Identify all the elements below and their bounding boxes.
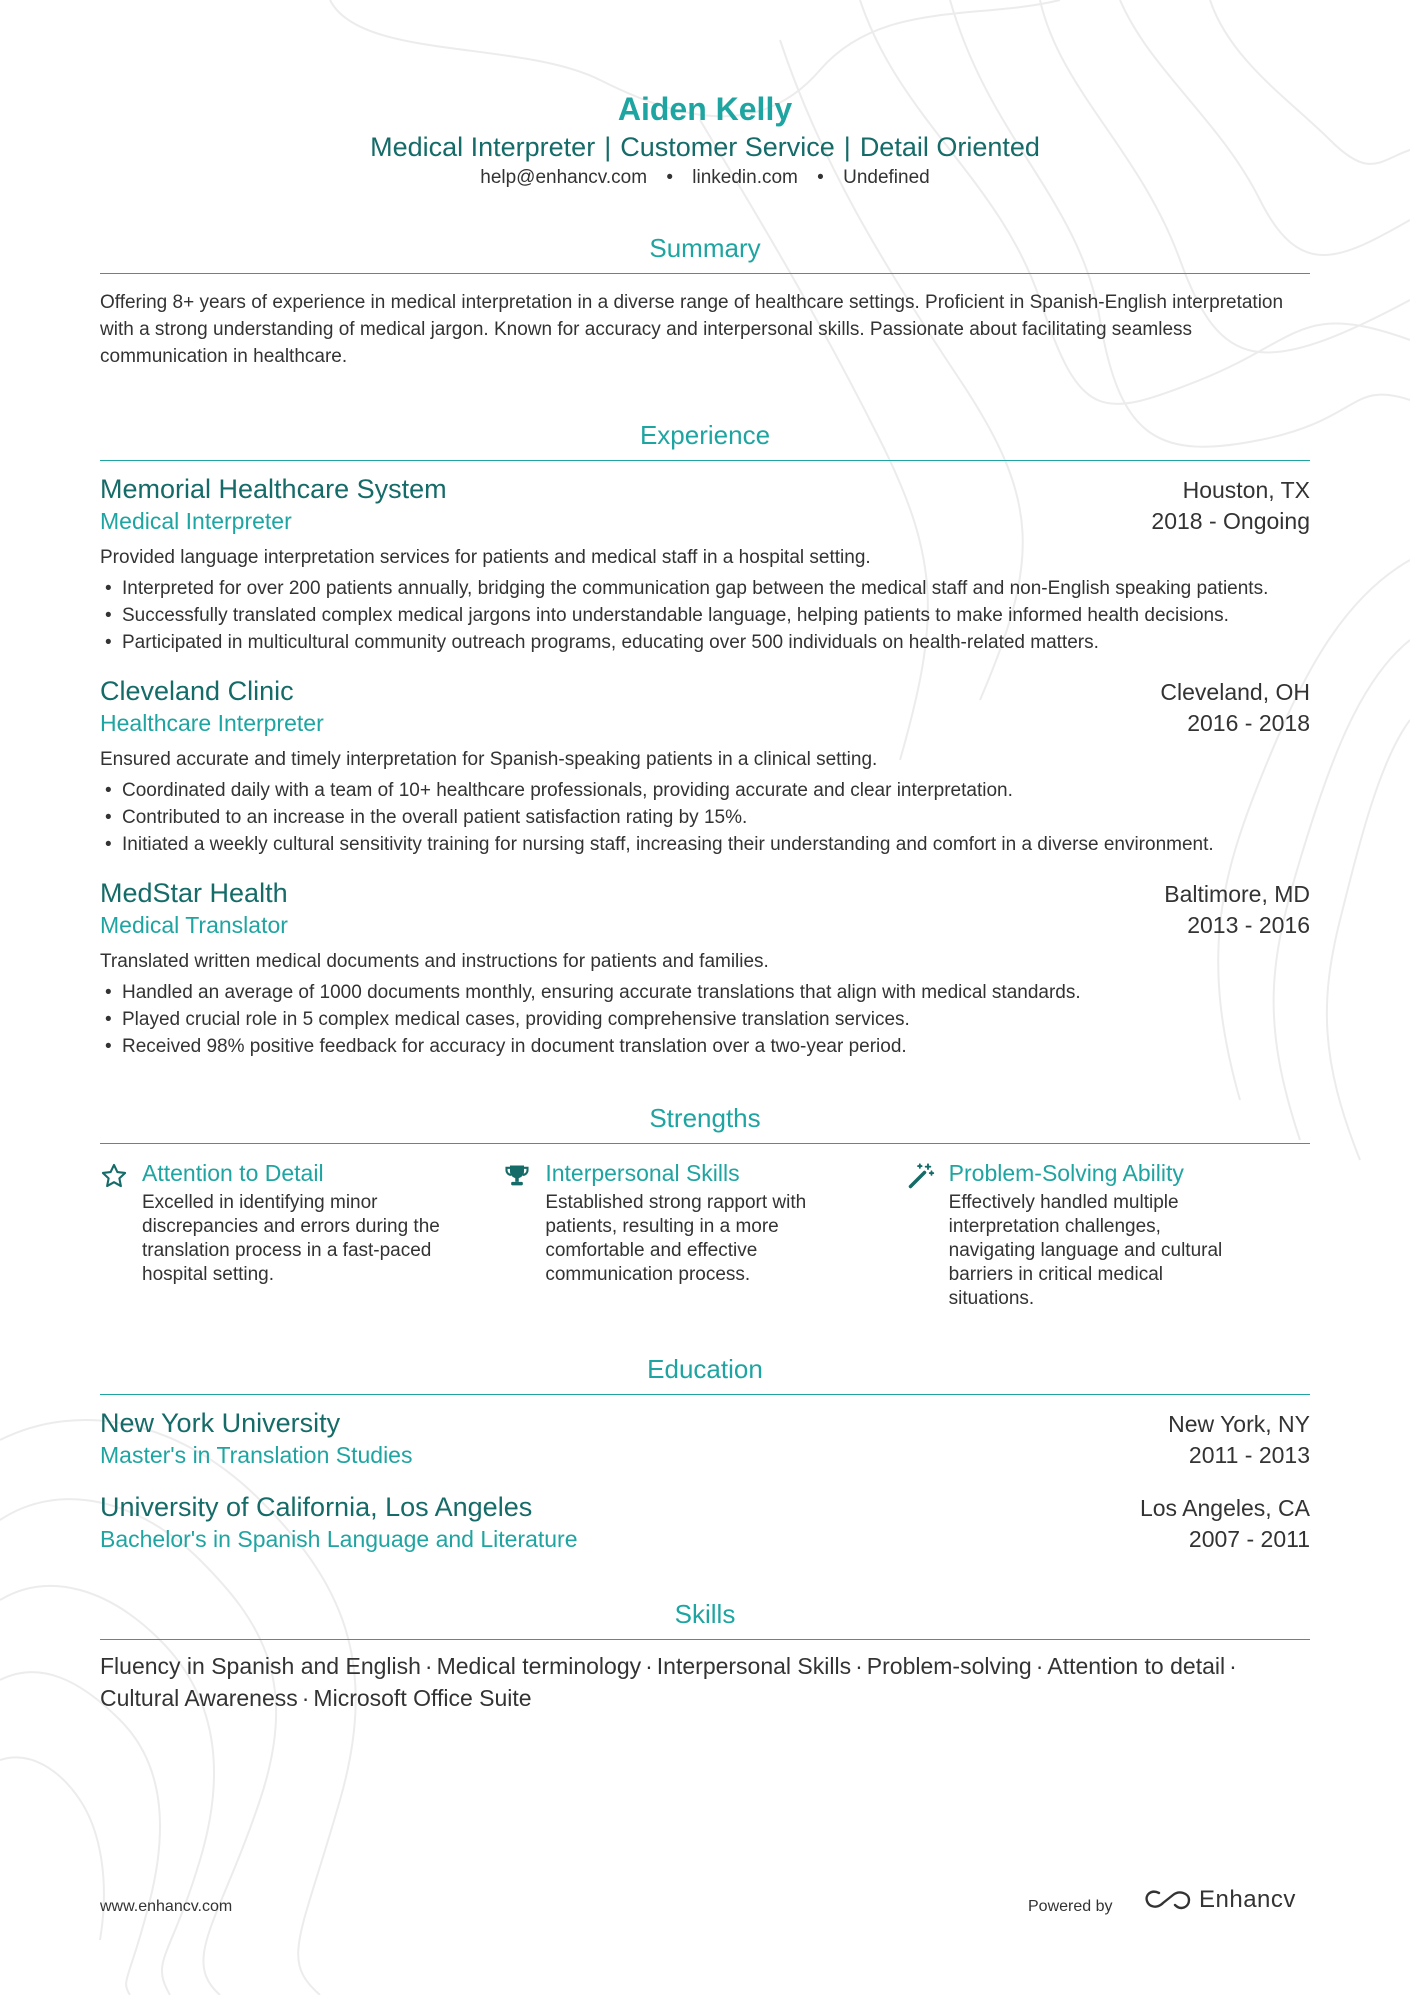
strengths-section	[100, 1102, 1310, 1311]
employer-name: Memorial Healthcare System	[100, 474, 447, 504]
section-title: Education	[100, 1353, 1310, 1395]
skill-item: Cultural Awareness	[100, 1685, 298, 1711]
summary-section	[100, 232, 1310, 370]
skill-item: Interpersonal Skills	[656, 1653, 852, 1679]
job-title: Healthcare Interpreter	[100, 710, 324, 736]
job-dates: 2018 - Ongoing	[1151, 508, 1310, 534]
contact-separator: •	[666, 167, 673, 188]
footer-website-link[interactable]: www.enhancv.com	[100, 1898, 233, 1915]
job-bullets	[100, 777, 1310, 858]
skills-list	[100, 1650, 1310, 1714]
skill-separator: ·	[424, 1653, 433, 1679]
experience-entry	[100, 472, 1310, 656]
job-title: Medical Translator	[100, 912, 288, 938]
trophy-icon	[503, 1158, 545, 1311]
location-text: Undefined	[843, 167, 930, 188]
job-title: Medical Interpreter	[100, 508, 292, 534]
strength-title: Interpersonal Skills	[545, 1160, 740, 1186]
skill-item: Attention to detail	[1047, 1653, 1226, 1679]
headline-separator: |	[843, 132, 851, 162]
school-name: University of California, Los Angeles	[100, 1492, 533, 1522]
education-section	[100, 1353, 1310, 1554]
experience-section	[100, 419, 1310, 1060]
experience-entry	[100, 876, 1310, 1060]
resume-page	[100, 0, 1310, 1714]
job-bullet: • Successfully translated complex medical jargons into understandable language, helping patients to make informed health decisions.	[100, 602, 1310, 629]
section-title: Strengths	[100, 1102, 1310, 1144]
job-bullets	[100, 979, 1310, 1060]
summary-text: Offering 8+ years of experience in medical interpretation in a diverse range of healthcare settings. Proficient in Spanish-English interpretation with a strong understanding of medical jargon. Known for accuracy and interpersonal skills. Passionate about facilitating seamless communication in healthcare.	[100, 292, 1284, 367]
headline-separator: |	[604, 132, 612, 162]
education-entry	[100, 1490, 1310, 1554]
enhancv-logo-icon	[1143, 1887, 1193, 1913]
degree: Master's in Translation Studies	[100, 1442, 413, 1468]
linkedin-link[interactable]: linkedin.com	[692, 167, 798, 188]
skill-item: Problem-solving	[866, 1653, 1032, 1679]
school-name: New York University	[100, 1408, 341, 1438]
strength-title: Problem-Solving Ability	[948, 1160, 1184, 1186]
skill-separator: ·	[1035, 1653, 1044, 1679]
email-link[interactable]: help@enhancv.com	[480, 167, 648, 188]
contact-info	[100, 166, 1310, 190]
skill-separator: ·	[1229, 1653, 1237, 1679]
section-title: Summary	[100, 232, 1310, 274]
job-dates: 2013 - 2016	[1187, 912, 1310, 938]
candidate-name: Aiden Kelly	[617, 91, 793, 127]
job-location: Cleveland, OH	[1160, 679, 1310, 705]
job-bullet: • Coordinated daily with a team of 10+ healthcare professionals, providing accurate and clear interpretation.	[100, 777, 1310, 804]
job-bullet: • Interpreted for over 200 patients annually, bridging the communication gap between the medical staff and non-English speaking patients.	[100, 575, 1310, 602]
degree: Bachelor's in Spanish Language and Literature	[100, 1526, 578, 1552]
job-bullet: • Played crucial role in 5 complex medical cases, providing comprehensive translation services.	[100, 1006, 1310, 1033]
skill-separator: ·	[301, 1685, 310, 1711]
education-entry	[100, 1406, 1310, 1470]
brand-name: Enhancv	[1199, 1886, 1296, 1913]
section-title: Experience	[100, 419, 1310, 461]
job-bullets	[100, 575, 1310, 656]
skills-section	[100, 1598, 1310, 1714]
job-bullet: • Handled an average of 1000 documents monthly, ensuring accurate translations that align with medical standards.	[100, 979, 1310, 1006]
skill-item: Microsoft Office Suite	[313, 1685, 532, 1711]
section-title: Skills	[100, 1598, 1310, 1640]
strength-title: Attention to Detail	[142, 1160, 324, 1186]
school-location: Los Angeles, CA	[1139, 1495, 1310, 1521]
headline-title: Medical Interpreter	[370, 132, 596, 162]
job-description: Provided language interpretation services for patients and medical staff in a hospital setting.	[100, 547, 871, 568]
job-bullet: • Contributed to an increase in the overall patient satisfaction rating by 15%.	[100, 804, 1310, 831]
headline	[100, 130, 1310, 164]
skill-separator: ·	[855, 1653, 863, 1679]
headline-title: Customer Service	[620, 132, 835, 162]
skill-item: Fluency in Spanish and English	[100, 1653, 421, 1679]
enhancv-brand[interactable]	[1143, 1886, 1296, 1914]
strength-item	[503, 1158, 906, 1311]
headline-title: Detail Oriented	[859, 132, 1040, 162]
magic-wand-icon	[907, 1158, 949, 1311]
job-location: Houston, TX	[1182, 477, 1310, 503]
strength-item	[907, 1158, 1310, 1311]
employer-name: MedStar Health	[100, 878, 288, 908]
skill-item: Medical terminology	[436, 1653, 642, 1679]
job-bullet: • Initiated a weekly cultural sensitivity training for nursing staff, increasing their understanding and comfort in a diverse environment.	[100, 831, 1310, 858]
contact-separator: •	[817, 167, 824, 188]
employer-name: Cleveland Clinic	[100, 676, 294, 706]
experience-entry	[100, 674, 1310, 858]
education-dates: 2011 - 2013	[1188, 1442, 1310, 1468]
skill-separator: ·	[645, 1653, 653, 1679]
education-dates: 2007 - 2011	[1188, 1526, 1310, 1552]
resume-header	[100, 0, 1310, 190]
strength-item	[100, 1158, 503, 1311]
job-location: Baltimore, MD	[1164, 881, 1310, 907]
school-location: New York, NY	[1168, 1411, 1310, 1437]
strength-description: Effectively handled multiple interpretation challenges, navigating language and cultural barriers in critical medical situations.	[948, 1192, 1223, 1309]
job-bullet: • Received 98% positive feedback for accuracy in document translation over a two-year period.	[100, 1033, 1310, 1060]
job-description: Ensured accurate and timely interpretation for Spanish-speaking patients in a clinical setting.	[100, 749, 878, 770]
strength-description: Excelled in identifying minor discrepancies and errors during the translation process in a fast-paced hospital setting.	[142, 1192, 440, 1285]
job-description: Translated written medical documents and instructions for patients and families.	[100, 951, 769, 972]
strength-description: Established strong rapport with patients, resulting in a more comfortable and effective communication process.	[545, 1192, 807, 1285]
job-dates: 2016 - 2018	[1187, 710, 1310, 736]
powered-by-label: Powered by	[1028, 1898, 1113, 1915]
job-bullet: • Participated in multicultural community outreach programs, educating over 500 individuals on health-related matters.	[100, 629, 1310, 656]
star-icon	[100, 1158, 142, 1311]
